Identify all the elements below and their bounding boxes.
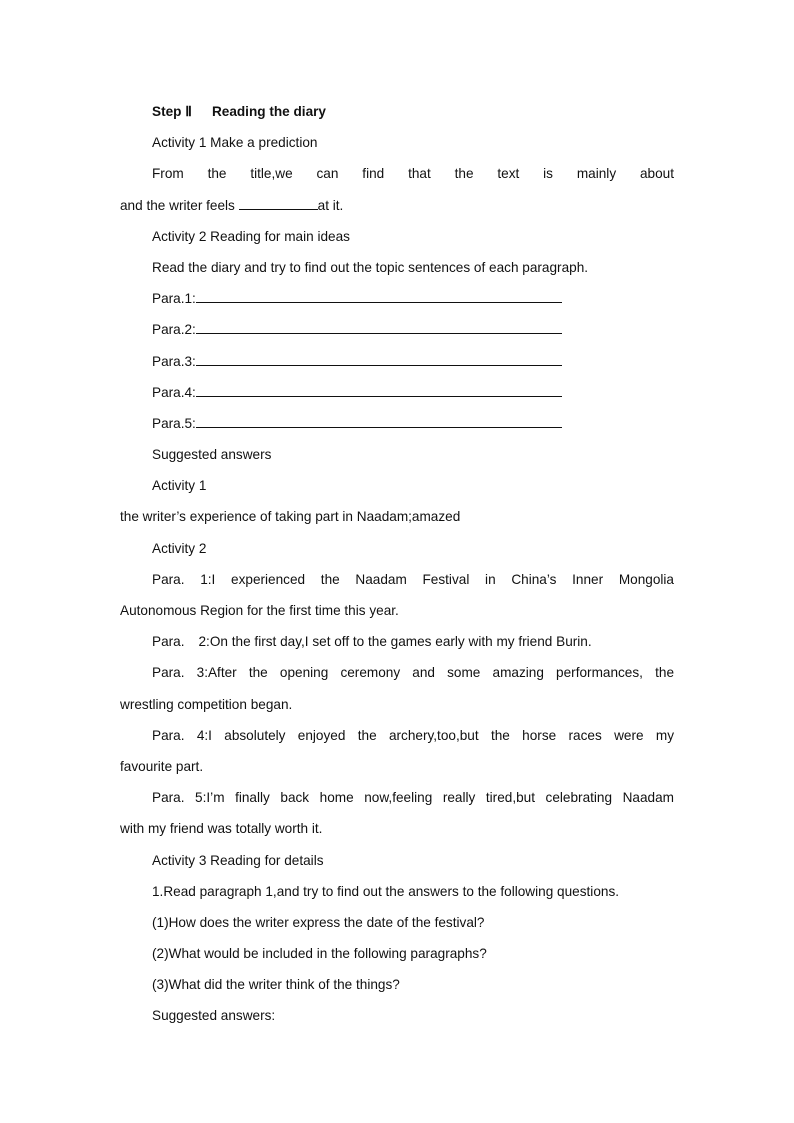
- activity2-heading: Activity 2 Reading for main ideas: [152, 228, 350, 244]
- activity2-instruction: Read the diary and try to find out the topic sentences of each paragraph.: [152, 259, 589, 275]
- para-blank-row: [120, 314, 674, 345]
- fill-blank[interactable]: [196, 382, 562, 397]
- fill-blank[interactable]: [196, 413, 562, 428]
- para-label: Para.1:: [152, 291, 196, 307]
- answer-para5-line1: Para. 5:I’m finally back home now,feeling really tired,but celebrating Naadam: [152, 790, 674, 806]
- step-heading: [120, 96, 674, 127]
- para-blank-row: [120, 283, 674, 314]
- answer-para4-line1: Para. 4:I absolutely enjoyed the archery,too,but the horse races were my: [152, 727, 674, 743]
- para-blank-row: [120, 346, 674, 377]
- question: (2)What would be included in the following paragraphs?: [152, 946, 487, 962]
- answer-para1-line1: Para. 1:I experienced the Naadam Festival in China’s Inner Mongolia: [152, 571, 674, 587]
- question: (3)What did the writer think of the things?: [152, 977, 400, 993]
- para-label: Para.4:: [152, 384, 196, 400]
- para-blank-row: [120, 377, 674, 408]
- answer-para2: [120, 626, 674, 657]
- answers-heading: Suggested answers: [152, 447, 272, 463]
- para-blank-row: [120, 408, 674, 439]
- text: at it.: [317, 197, 344, 213]
- activity1-heading: Activity 1 Make a prediction: [152, 135, 318, 151]
- answer-para4-line2: favourite part.: [120, 758, 204, 774]
- activity1-line1: From the title,we can find that the text is mainly about: [152, 166, 674, 182]
- activity3-answers-heading: Suggested answers:: [152, 1008, 276, 1024]
- para-label: Para.3:: [152, 353, 196, 369]
- fill-blank[interactable]: [196, 319, 562, 334]
- text: and the writer feels: [120, 197, 239, 213]
- document-page: [120, 96, 674, 1032]
- para-label: Para.: [152, 634, 185, 650]
- activity3-heading: Activity 3 Reading for details: [152, 852, 324, 868]
- question: (1)How does the writer express the date of the festival?: [152, 914, 485, 930]
- answer-para1-line2: Autonomous Region for the first time this year.: [120, 603, 399, 618]
- step-label: Step Ⅱ: [152, 104, 192, 119]
- fill-blank[interactable]: [196, 288, 562, 303]
- para-label: Para.2:: [152, 322, 196, 338]
- fill-blank[interactable]: [196, 351, 562, 366]
- fill-blank[interactable]: [239, 195, 318, 210]
- activity3-intro: 1.Read paragraph 1,and try to find out the answers to the following questions.: [152, 883, 620, 899]
- para-label: Para.5:: [152, 415, 196, 431]
- activity1-line2: [120, 190, 674, 221]
- answer-activity2-label: Activity 2: [152, 540, 207, 556]
- answer-para3-line2: wrestling competition began.: [120, 696, 293, 712]
- answer-activity1-text: the writer’s experience of taking part in Naadam;amazed: [120, 509, 461, 525]
- step-title: Reading the diary: [211, 104, 326, 119]
- answer-para3-line1: Para. 3:After the opening ceremony and some amazing performances, the: [152, 665, 674, 681]
- answer-para5-line2: with my friend was totally worth it.: [120, 821, 323, 837]
- answer-activity1-label: Activity 1: [152, 478, 207, 494]
- para-text: 2:On the first day,I set off to the games early with my friend Burin.: [198, 634, 592, 650]
